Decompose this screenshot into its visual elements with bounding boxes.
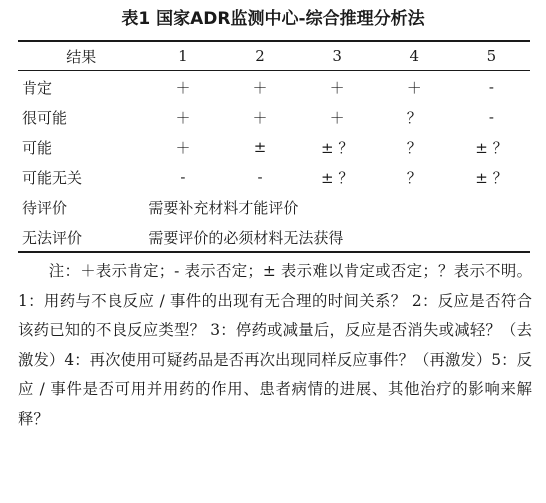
table-row: [18, 162, 530, 192]
table-cell: ？: [406, 108, 422, 127]
table-cell: ＋: [252, 78, 268, 97]
table-footnote: 注：＋表示肯定；- 表示否定；± 表示难以肯定或否定；？表示不明。1：用药与不良反应 / 事件的出现有无合理的时间关系？ 2：反应是否符合该药已知的不良反应类型？ 3：停药或减量后，反应是否消失或减轻？（去激发）4：再次使用可疑药品是否再次出现同样反应事件？（再激发）5：反应 / 事件是否可用并用药的作用、患者病情的进展、其他治疗的影响来解释？: [18, 262, 532, 428]
span-cell: 需要补充材料才能评价: [148, 198, 299, 217]
table-cell: ±: [253, 138, 267, 156]
table-cell: ＋: [175, 138, 191, 157]
header-result-label: 结果: [66, 47, 97, 66]
table-cell: ± ？: [320, 168, 354, 187]
table-cell: ＋: [329, 108, 345, 127]
header-col-4: 4: [409, 47, 420, 65]
table-row: [18, 222, 530, 252]
table-header-row: [18, 42, 530, 70]
table-cell: ＋: [329, 78, 345, 97]
table-cell: ± ？: [475, 138, 508, 157]
header-col-2: 2: [255, 47, 265, 65]
row-label: 无法评价: [22, 228, 83, 247]
adr-assessment-table: [18, 42, 530, 252]
table-cell: ＋: [252, 108, 268, 127]
table-cell: ± ？: [320, 138, 354, 157]
table-cell: ± ？: [475, 168, 508, 187]
table-cell: -: [180, 168, 186, 186]
row-label: 可能无关: [22, 168, 83, 187]
header-col-1: 1: [178, 47, 188, 65]
row-label: 肯定: [22, 78, 53, 97]
table-cell: -: [488, 108, 494, 126]
table-row: [18, 102, 530, 132]
table-row: [18, 70, 530, 102]
table-cell: ＋: [406, 78, 422, 97]
table-row: [18, 132, 530, 162]
table-row: [18, 192, 530, 222]
table-cell: -: [257, 168, 263, 186]
table-cell: ＋: [175, 108, 191, 127]
row-label: 很可能: [22, 108, 68, 127]
header-col-5: 5: [486, 47, 497, 65]
table-cell: ＋: [175, 78, 191, 97]
table-cell: ？: [406, 138, 422, 157]
table-cell: -: [488, 78, 494, 96]
header-col-3: 3: [332, 47, 342, 65]
row-label: 可能: [22, 138, 53, 157]
span-cell: 需要评价的必须材料无法获得: [148, 228, 344, 247]
table-cell: ？: [406, 168, 422, 187]
table-title: 表1 国家ADR监测中心-综合推理分析法: [121, 9, 425, 29]
row-label: 待评价: [22, 198, 68, 217]
